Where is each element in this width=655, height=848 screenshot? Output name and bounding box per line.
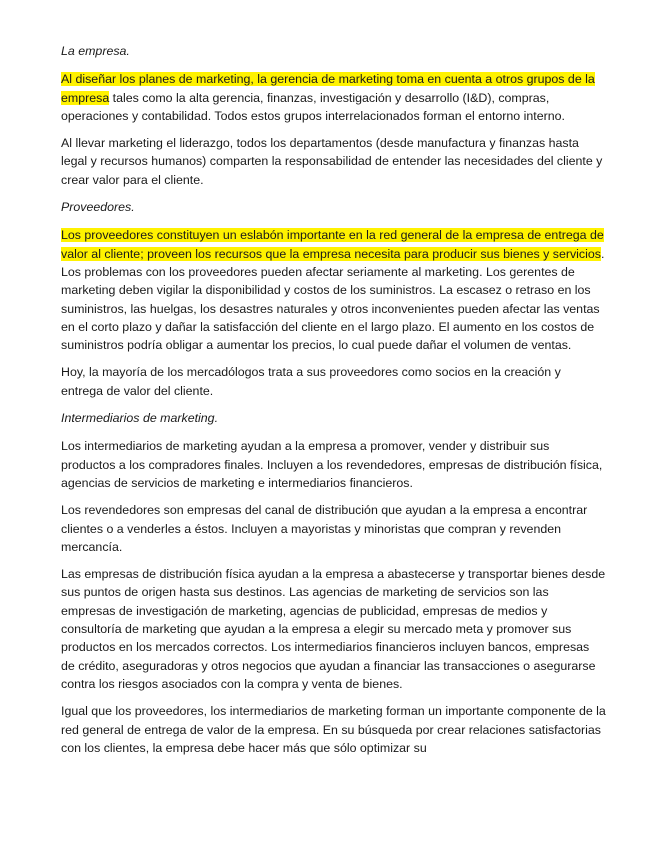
paragraph-text: . Los problemas con los proveedores pueden afectar seriamente al marketing. Los gerentes de marketing deben vigilar la disponibilidad y costos de los suministros. La escasez o retraso en los suministros, las huelgas, los desastres naturales y otros inconvenientes pueden afectar las ventas en el corto plazo y dañar la satisfacción del cliente en el largo plazo. El aumento en los costos de suministros podría obligar a aumentar los precios, lo cual puede dañar el volumen de ventas.: [61, 246, 605, 353]
section-heading-intermediarios: Intermediarios de marketing.: [61, 411, 219, 426]
paragraph: [61, 501, 606, 556]
paragraph-text: Los revendedores son empresas del canal de distribución que ayudan a la empresa a encontrar clientes o a venderles a éstos. Incluyen a mayoristas y minoristas que compran y revenden mercancía.: [61, 503, 588, 554]
paragraph-text: Igual que los proveedores, los intermediarios de marketing forman un importante componente de la red general de entrega de valor de la empresa. En su búsqueda por crear relaciones satisfactorias con los clientes, la empresa debe hacer más que sólo optimizar su: [61, 704, 606, 755]
paragraph-text: Los intermediarios de marketing ayudan a la empresa a promover, vender y distribuir sus productos a los compradores finales. Incluyen a los revendedores, empresas de distribución física, agencias de servicios de marketing e intermediarios financieros.: [61, 439, 603, 490]
paragraph-text: Al llevar marketing el liderazgo, todos los departamentos (desde manufactura y finanzas hasta legal y recursos humanos) comparten la responsabilidad de entender las necesidades del cliente y crear valor para el cliente.: [61, 136, 603, 187]
paragraph: [61, 702, 606, 757]
paragraph: [61, 70, 606, 125]
paragraph-text: Las empresas de distribución física ayudan a la empresa a abastecerse y transportar bienes desde sus puntos de origen hasta sus destinos. Las agencias de marketing de servicios son las empresas de investigación de marketing, agencias de publicidad, empresas de medios y consultoría de marketing que ayudan a la empresa a elegir su mercado meta y promover sus productos en los mercados correctos. Los intermediarios financieros incluyen bancos, empresas de crédito, aseguradoras y otros negocios que ayudan a financiar las transacciones o asegurarse contra los riesgos asociados con la compra y venta de bienes.: [61, 567, 606, 691]
paragraph: [61, 226, 606, 354]
paragraph: [61, 134, 606, 189]
highlighted-text: Al diseñar los planes de marketing, la gerencia de marketing toma en cuenta a otros grupos de la empresa: [61, 72, 595, 105]
paragraph-text: Hoy, la mayoría de los mercadólogos trata a sus proveedores como socios en la creación y entrega de valor del cliente.: [61, 365, 561, 398]
document-page: [61, 42, 606, 766]
paragraph: [61, 565, 606, 693]
paragraph: [61, 437, 606, 492]
paragraph-text: tales como la alta gerencia, finanzas, investigación y desarrollo (I&D), compras, operaciones y contabilidad. Todos estos grupos interrelacionados forman el entorno interno.: [61, 90, 565, 123]
highlighted-text: Los proveedores constituyen un eslabón importante en la red general de la empresa de entrega de valor al cliente; proveen los recursos que la empresa necesita para producir sus bienes y servicios: [61, 228, 604, 261]
section-heading-empresa: La empresa.: [61, 44, 130, 58]
paragraph: [61, 363, 606, 400]
section-heading-proveedores: Proveedores.: [61, 200, 135, 215]
